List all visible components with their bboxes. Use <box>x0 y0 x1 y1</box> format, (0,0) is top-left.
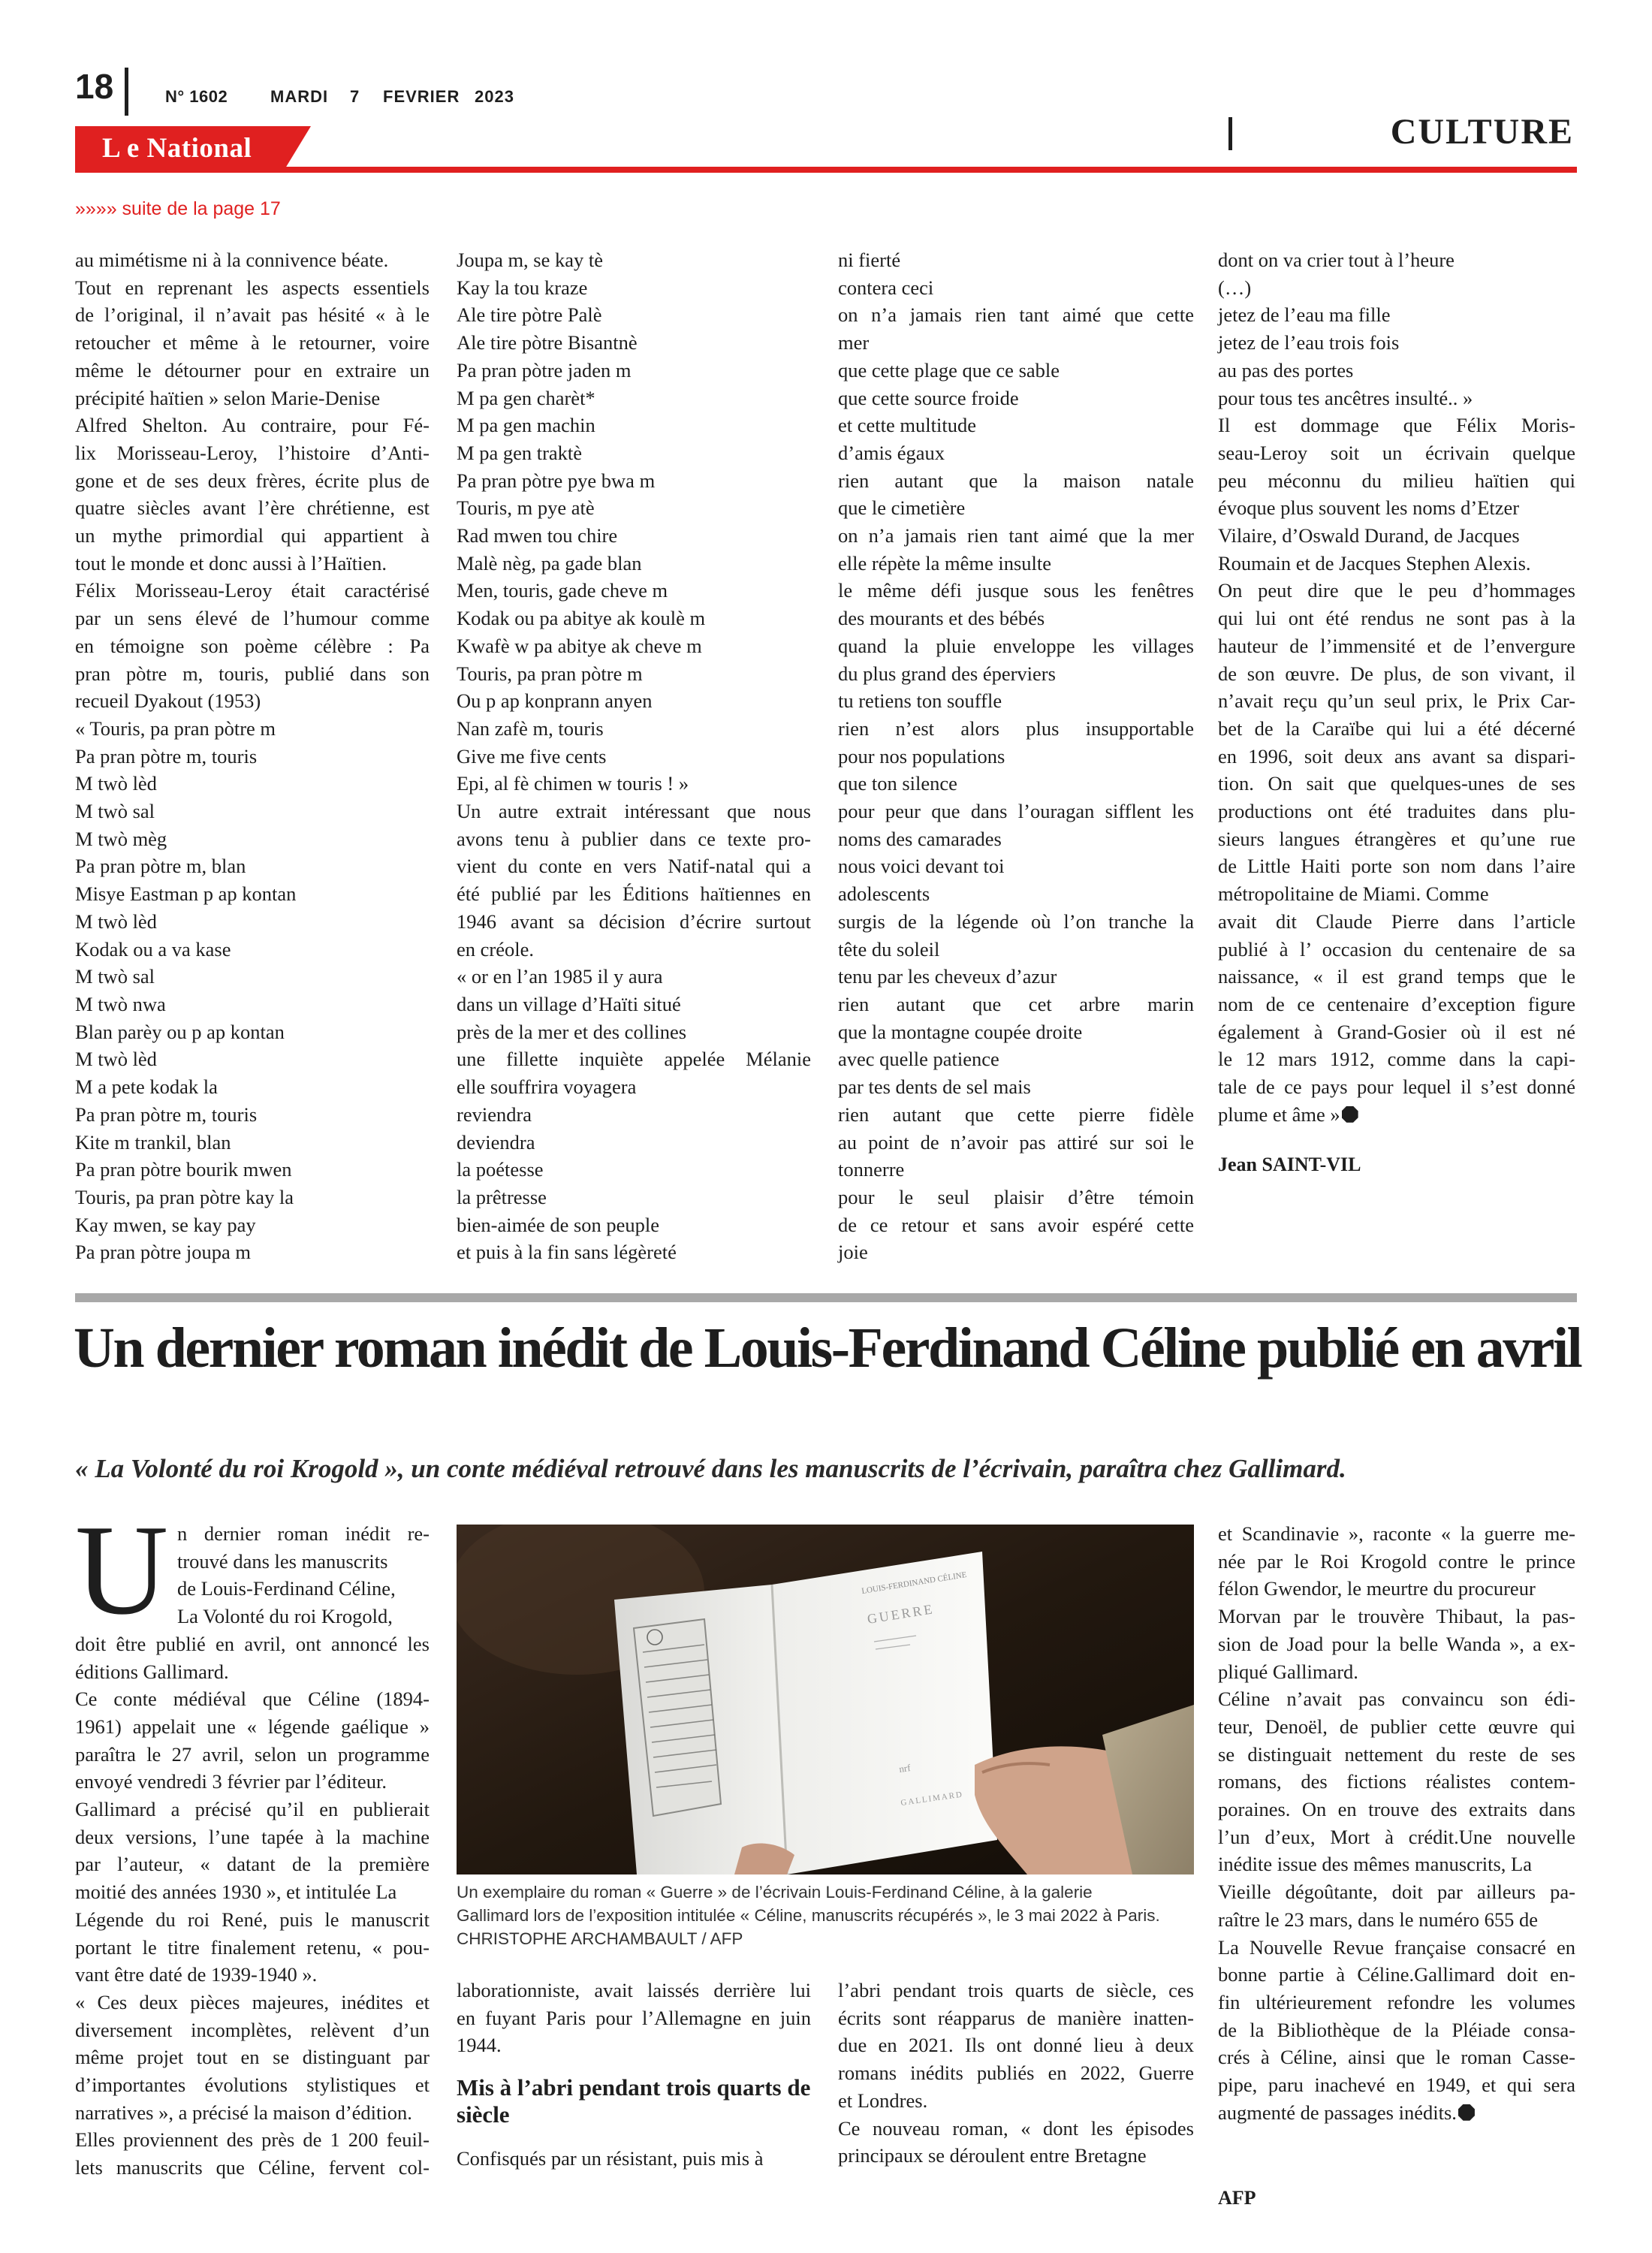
text-line: avait dit Claude Pierre dans l’article <box>1218 909 1575 933</box>
text-line: Morvan par le trouvère Thibaut, la pas- <box>1218 1605 1575 1628</box>
text-line: au point de n’avoir pas attiré sur soi le <box>838 1130 1194 1154</box>
text-line: évoque plus souvent les noms d’Etzer <box>1218 496 1520 520</box>
text-line: 1961) appelait une « légende gaélique » <box>75 1715 430 1738</box>
text-line: Elles proviennent des près de 1 200 feuil- <box>75 2128 430 2152</box>
text-line: même projet tout en se distinguant par <box>75 2046 430 2069</box>
article2-standfirst: « La Volonté du roi Krogold », un conte médiéval retrouvé dans les manuscrits de l’écrivain, paraîtra chez Gallimard. <box>75 1454 1346 1483</box>
article2-column-4 <box>1218 1520 1575 2126</box>
text-line: tion. On sait que quelques-unes de ses <box>1218 772 1575 795</box>
text-line: Alfred Shelton. Au contraire, pour Fé- <box>75 414 430 437</box>
text-line: que cette plage que ce sable <box>838 358 1060 382</box>
text-line: peu méconnu du milieu haïtien qui <box>1218 469 1575 492</box>
text-line: par tes dents de sel mais <box>838 1075 1031 1099</box>
text-line: ni fierté <box>838 249 901 271</box>
book-publisher-text: GALLIMARD <box>900 1790 964 1808</box>
text-line: M twò sal <box>75 965 155 988</box>
text-line: moitié des années 1930 », et intitulée La <box>75 1881 397 1904</box>
text-line: M a pete kodak la <box>75 1075 218 1099</box>
text-line: lix Morisseau-Leroy, l’histoire d’Anti- <box>75 441 430 464</box>
text-line: trouvé dans les manuscrits <box>177 1549 388 1573</box>
issue-day: 7 <box>350 87 360 106</box>
text-line: Pa pran pòtre jaden m <box>457 358 632 382</box>
book-photo-illustration <box>457 1525 1194 1874</box>
text-line: que le cimetière <box>838 496 966 520</box>
text-line: de ce retour et sans avoir espéré cette <box>838 1213 1194 1236</box>
text-line: fin ultérieurement refondre les volumes <box>1218 1990 1575 2013</box>
text-line: Ale tire pòtre Bisantnè <box>457 331 638 354</box>
text-line: rien autant que la maison natale <box>838 469 1194 492</box>
text-line: Kwafè w pa abitye ak cheve m <box>457 634 702 657</box>
text-line: en fuyant Paris pour l’Allemagne en juin <box>457 2006 811 2029</box>
text-line: joie <box>838 1241 868 1264</box>
text-line: dont on va crier tout à l’heure <box>1218 249 1455 271</box>
text-line: tonnerre <box>838 1158 905 1181</box>
text-line: Félix Morisseau-Leroy était caractérisé <box>75 579 430 602</box>
text-line: même le détourner pour en extraire un <box>75 358 430 382</box>
photo-caption <box>457 1881 1200 1950</box>
text-line: elle souffrira voyagera <box>457 1075 637 1099</box>
text-line: Confisqués par un résistant, puis mis à <box>457 2147 764 2170</box>
article2-body-lines <box>75 1630 430 2182</box>
text-line: d’importantes évolutions stylistiques et <box>75 2074 430 2097</box>
text-line: née par le Roi Krogold contre le prince <box>1218 1549 1575 1573</box>
text-line: Roumain et de Jacques Stephen Alexis. <box>1218 551 1531 575</box>
issue-year: 2023 <box>475 87 514 106</box>
text-line: retoucher et même à le retourner, voire <box>75 331 430 354</box>
text-line: paraîtra le 27 avril, selon un programme <box>75 1742 430 1766</box>
text-line: été publié par les Éditions haïtiennes en <box>457 882 811 906</box>
text-line: une fillette inquiète appelée Mélanie <box>457 1048 811 1071</box>
article2-column-3 <box>838 1977 1194 2170</box>
text-line: quand la pluie enveloppe les villages <box>838 634 1194 657</box>
text-line: Ce nouveau roman, « dont les épisodes <box>838 2116 1194 2140</box>
text-line: éditions Gallimard. <box>75 1660 229 1683</box>
text-line: gone et de ses deux frères, écrite plus de <box>75 469 430 492</box>
text-line: que la montagne coupée droite <box>838 1020 1083 1043</box>
text-line: tu retiens ton souffle <box>838 689 1002 713</box>
text-line: raître le 23 mars, dans le numéro 655 de <box>1218 1908 1539 1931</box>
caption-line: CHRISTOPHE ARCHAMBAULT / AFP <box>457 1929 743 1948</box>
text-line: pour le seul plaisir d’être témoin <box>838 1185 1194 1208</box>
text-line: du plus grand des éperviers <box>838 662 1056 685</box>
text-line: Pa pran pòtre m, touris <box>75 1102 258 1126</box>
text-line: et cette multitude <box>838 414 976 437</box>
text-line: recueil Dyakout (1953) <box>75 689 261 713</box>
section-divider <box>1228 117 1232 150</box>
text-line: augmenté de passages inédits. <box>1218 2099 1575 2127</box>
book-photo <box>457 1525 1194 1874</box>
text-line: pour tous tes ancêtres insulté.. » <box>1218 386 1473 409</box>
text-line: reviendra <box>457 1102 532 1126</box>
text-line: n dernier roman inédit re- <box>177 1522 430 1545</box>
text-line: en créole. <box>457 937 534 961</box>
text-line: M pa gen charèt* <box>457 386 595 409</box>
text-line: par l’auteur, « datant de la première <box>75 1853 430 1876</box>
text-line: Malè nèg, pa gade blan <box>457 551 642 575</box>
text-line: 1946 avant sa décision d’écrire surtout <box>457 909 811 933</box>
text-line: jetez de l’eau trois fois <box>1218 331 1400 354</box>
text-line: l’un d’eux, Mort à crédit.Une nouvelle <box>1218 1825 1575 1848</box>
text-line: « Touris, pa pran pòtre m <box>75 716 276 740</box>
article2-column-1 <box>75 1520 430 2182</box>
drop-cap: U <box>75 1499 169 1642</box>
text-line: adolescents <box>838 882 930 906</box>
issue-number: N° 1602 <box>165 87 228 106</box>
text-line: envoyé vendredi 3 février par l’éditeur. <box>75 1770 387 1793</box>
text-line: plume et âme » <box>1218 1101 1575 1129</box>
text-line: et Scandinavie », raconte « la guerre me- <box>1218 1522 1575 1545</box>
text-line: M twò lèd <box>75 772 157 795</box>
text-line: Ce conte médiéval que Céline (1894- <box>75 1687 430 1711</box>
text-line: Misye Eastman p ap kontan <box>75 882 297 906</box>
text-line: « Ces deux pièces majeures, inédites et <box>75 1990 430 2013</box>
text-line: un mythe primordial qui appartient à <box>75 524 430 547</box>
text-line: Kay mwen, se kay pay <box>75 1213 256 1236</box>
text-line: Blan parèy ou p ap kontan <box>75 1020 285 1043</box>
text-line: noms des camarades <box>838 827 1002 850</box>
text-line: Pa pran pòtre m, touris <box>75 744 258 768</box>
continued-from-note: »»»» suite de la page 17 <box>75 198 281 219</box>
text-line: M twò lèd <box>75 909 157 933</box>
text-line: contera ceci <box>838 276 934 299</box>
text-line: la prêtresse <box>457 1185 547 1208</box>
text-line: Un autre extrait intéressant que nous <box>457 800 811 823</box>
article1-author: Jean SAINT-VIL <box>1218 1154 1361 1175</box>
text-line: bonne partie à Céline.Gallimard doit en- <box>1218 1963 1575 1986</box>
text-line: nous voici devant toi <box>838 855 1005 878</box>
text-line: principaux se déroulent entre Bretagne <box>838 2144 1147 2167</box>
text-line: au pas des portes <box>1218 358 1354 382</box>
text-line: Touris, pa pran pòtre kay la <box>75 1185 294 1208</box>
text-line: Vilaire, d’Oswald Durand, de Jacques <box>1218 524 1520 547</box>
text-line: La Volonté du roi Krogold, <box>177 1605 393 1628</box>
text-line: près de la mer et des collines <box>457 1020 687 1043</box>
text-line: tout le monde et donc aussi à l’Haïtien. <box>75 551 387 575</box>
text-line: le même défi jusque sous les fenêtres <box>838 579 1194 602</box>
text-line: Give me five cents <box>457 744 607 768</box>
article2-intro-lines <box>75 1520 430 1630</box>
text-line: hauteur de l’immensité et de l’envergure <box>1218 634 1575 657</box>
text-line: diversement incomplètes, relèvent d’un <box>75 2018 430 2041</box>
text-line: sieurs langues étrangères et qu’une rue <box>1218 827 1575 850</box>
text-line: nom de ce centenaire d’exception figure <box>1218 992 1575 1015</box>
page-number: 18 <box>75 67 114 106</box>
article1-column-3 <box>838 246 1194 1266</box>
article-end-mark-icon <box>1342 1106 1358 1123</box>
text-line: tale de ce pays pour lequel il s’est donné <box>1218 1075 1575 1099</box>
text-line: mer <box>838 331 870 354</box>
text-line: de la Bibliothèque de la Pléiade consa- <box>1218 2018 1575 2041</box>
text-line: Céline n’avait pas convaincu son édi- <box>1218 1687 1575 1711</box>
text-line: laborationniste, avait laissés derrière lui <box>457 1979 811 2001</box>
article2-author: AFP <box>1218 2187 1256 2209</box>
text-line: 1944. <box>457 2034 502 2057</box>
text-line: d’amis égaux <box>838 441 945 464</box>
text-line: Ou p ap konprann anyen <box>457 689 653 713</box>
article1-column-2 <box>457 246 811 1266</box>
text-line: Touris, pa pran pòtre m <box>457 662 643 685</box>
article2-headline: Un dernier roman inédit de Louis-Ferdinand Céline publié en avril <box>74 1317 1581 1380</box>
text-line: en témoigne son poème célèbre : Pa <box>75 634 430 657</box>
text-line: crés à Céline, ainsi que le roman Casse- <box>1218 2046 1575 2069</box>
text-line: M twò mèg <box>75 827 167 850</box>
text-line: on n’a jamais rien tant aimé que la mer <box>838 524 1194 547</box>
text-line: Kodak ou pa abitye ak koulè m <box>457 607 706 630</box>
text-line: également à Grand-Gosier où il est né <box>1218 1020 1575 1043</box>
text-line: bien-aimée de son peuple <box>457 1213 660 1236</box>
article1-column-4 <box>1218 246 1575 1129</box>
text-line: au mimétisme ni à la connivence béate. <box>75 249 389 271</box>
text-line: deux versions, l’une tapée à la machine <box>75 1825 430 1848</box>
text-line: (…) <box>1218 276 1252 299</box>
text-line: pour peur que dans l’ouragan sifflent les <box>838 800 1194 823</box>
text-line: Epi, al fè chimen w touris ! » <box>457 772 689 795</box>
text-line: Touris, m pye atè <box>457 496 595 520</box>
text-line: métropolitaine de Miami. Comme <box>1218 882 1489 906</box>
text-line: rien autant que cet arbre marin <box>838 992 1194 1015</box>
newspaper-logo: L e National <box>102 133 252 164</box>
text-line: Ale tire pòtre Palè <box>457 303 602 327</box>
text-line: pran pòtre m, touris, publié dans son <box>75 662 430 685</box>
text-line: Kay la tou kraze <box>457 276 588 299</box>
text-line: par un sens élevé de l’humour comme <box>75 607 430 630</box>
caption-line: Gallimard lors de l’exposition intitulée « Céline, manuscrits récupérés », le 3 mai 2022 à Paris. <box>457 1906 1160 1925</box>
text-line: doit être publié en avril, ont annoncé les <box>75 1632 430 1655</box>
text-line: M twò nwa <box>75 992 166 1015</box>
text-line: pour nos populations <box>838 744 1005 768</box>
text-line: que cette source froide <box>838 386 1019 409</box>
text-line: M pa gen machin <box>457 414 595 437</box>
text-line: avons tenu à publier dans ce texte pro- <box>457 827 811 850</box>
text-line: publié à l’ occasion du centenaire de sa <box>1218 937 1575 961</box>
text-line: de Louis-Ferdinand Céline, <box>177 1577 396 1600</box>
text-line: Kite m trankil, blan <box>75 1130 231 1154</box>
text-line: rien n’est alors plus insupportable <box>838 716 1194 740</box>
text-line: vient du conte en vers Natif-natal qui a <box>457 855 811 878</box>
text-line: n’avait reçu qu’un seul prix, le Prix Car- <box>1218 689 1575 713</box>
book-author-text: LOUIS-FERDINAND CÉLINE <box>861 1570 968 1596</box>
text-line: M twò sal <box>75 800 155 823</box>
text-line: en 1996, soit deux ans avant sa dispari- <box>1218 744 1575 768</box>
caption-line: Un exemplaire du roman « Guerre » de l’écrivain Louis-Ferdinand Céline, à la galerie <box>457 1883 1093 1902</box>
text-line: sion de Joad pour la belle Wanda », a ex- <box>1218 1632 1575 1655</box>
text-line: Gallimard a précisé qu’il en publierait <box>75 1798 430 1821</box>
section-name: CULTURE <box>1390 112 1574 152</box>
article2-subheading: Mis à l’abri pendant trois quarts de siècle <box>457 2074 811 2128</box>
page-number-divider <box>125 68 128 116</box>
text-line: que ton silence <box>838 772 957 795</box>
text-line: rien autant que cette pierre fidèle <box>838 1102 1194 1126</box>
article-end-mark-icon <box>1458 2104 1475 2121</box>
text-line: Pa pran pòtre pye bwa m <box>457 469 656 492</box>
text-line: elle répète la même insulte <box>838 551 1052 575</box>
text-line: narratives », a précisé la maison d’édition. <box>75 2101 412 2124</box>
text-line: M twò lèd <box>75 1048 157 1071</box>
issue-month: FEVRIER <box>383 87 460 106</box>
text-line: avec quelle patience <box>838 1048 999 1071</box>
issue-weekday: MARDI <box>270 87 329 106</box>
text-line: Pa pran pòtre joupa m <box>75 1241 252 1264</box>
text-line: inédite issue des mêmes manuscrits, La <box>1218 1853 1533 1876</box>
text-line: de l’original, il n’avait pas hésité « à le <box>75 303 430 327</box>
text-line: romans inédits publiés en 2022, Guerre <box>838 2061 1194 2085</box>
text-line: Nan zafè m, touris <box>457 716 604 740</box>
text-line: Rad mwen tou chire <box>457 524 618 547</box>
text-line: « or en l’an 1985 il y aura <box>457 965 663 988</box>
text-line: Tout en reprenant les aspects essentiels <box>75 276 430 299</box>
text-line: qui lui ont été rendus ne sont pas à la <box>1218 607 1575 630</box>
article2-column-2 <box>457 1977 811 2059</box>
text-line: Men, touris, gade cheve m <box>457 579 668 602</box>
text-line: l’abri pendant trois quarts de siècle, ces <box>838 1979 1194 2001</box>
article-divider <box>75 1293 1577 1302</box>
text-line: félon Gwendor, le meurtre du procureur <box>1218 1577 1536 1600</box>
book-title-text: GUERRE <box>866 1601 936 1627</box>
article1-column-1 <box>75 246 430 1266</box>
text-line: pipe, paru inachevé en 1949, et qui sera <box>1218 2074 1575 2097</box>
text-line: lets manuscrits que Céline, fervent col- <box>75 2156 430 2179</box>
text-line: naissance, « il est grand temps que le <box>1218 965 1575 988</box>
text-line: des mourants et des bébés <box>838 607 1045 630</box>
text-line: de Little Haiti porte son nom dans l’aire <box>1218 855 1575 878</box>
text-line: Il est dommage que Félix Moris- <box>1218 414 1575 437</box>
text-line: Vieille dégoûtante, doit par ailleurs pa- <box>1218 1881 1575 1904</box>
text-line: surgis de la légende où l’on tranche la <box>838 909 1194 933</box>
text-line: le 12 mars 1912, comme dans la capi- <box>1218 1048 1575 1071</box>
text-line: écrits sont réapparus de manière inatten- <box>838 2006 1194 2029</box>
text-line: La Nouvelle Revue française consacré en <box>1218 1935 1575 1959</box>
text-line: tenu par les cheveux d’azur <box>838 965 1057 988</box>
text-line: portant le titre finalement retenu, « pou- <box>75 1935 430 1959</box>
text-line: poraines. On en trouve des extraits dans <box>1218 1798 1575 1821</box>
text-line: vant être daté de 1939-1940 ». <box>75 1963 318 1986</box>
text-line: Légende du roi René, puis le manuscrit <box>75 1908 430 1931</box>
header-red-rule <box>75 167 1577 173</box>
text-line: teur, Denoël, de publier cette œuvre qui <box>1218 1715 1575 1738</box>
text-line: jetez de l’eau ma fille <box>1218 303 1391 327</box>
text-line: romans, des fictions réalistes contem- <box>1218 1770 1575 1793</box>
text-line: la poétesse <box>457 1158 544 1181</box>
text-line: dans un village d’Haïti situé <box>457 992 681 1015</box>
text-line: bet de la Caraïbe qui lui a été décerné <box>1218 716 1575 740</box>
text-line: seau-Leroy soit un écrivain quelque <box>1218 441 1575 464</box>
text-line: Pa pran pòtre bourik mwen <box>75 1158 292 1181</box>
article2-column-2-continued <box>457 2145 811 2173</box>
text-line: M pa gen traktè <box>457 441 583 464</box>
text-line: productions ont été traduites dans plu- <box>1218 800 1575 823</box>
text-line: due en 2021. Ils ont donné lieu à deux <box>838 2034 1194 2057</box>
text-line: tête du soleil <box>838 937 940 961</box>
text-line: On peut dire que le peu d’hommages <box>1218 579 1575 602</box>
text-line: deviendra <box>457 1130 535 1154</box>
text-line: Kodak ou a va kase <box>75 937 231 961</box>
text-line: Joupa m, se kay tè <box>457 249 604 271</box>
publisher-logo-text: nrf <box>898 1762 912 1775</box>
text-line: et Londres. <box>838 2089 928 2112</box>
text-line: on n’a jamais rien tant aimé que cette <box>838 303 1194 327</box>
text-line: et puis à la fin sans légèreté <box>457 1241 677 1264</box>
text-line: de son œuvre. De plus, de son vivant, il <box>1218 662 1575 685</box>
text-line: quatre siècles avant l’ère chrétienne, est <box>75 496 430 520</box>
text-line: Pa pran pòtre m, blan <box>75 855 246 878</box>
text-line: se distinguait nettement du reste de ses <box>1218 1742 1575 1766</box>
text-line: pliqué Gallimard. <box>1218 1660 1358 1683</box>
text-line: précipité haïtien » selon Marie-Denise <box>75 386 381 409</box>
